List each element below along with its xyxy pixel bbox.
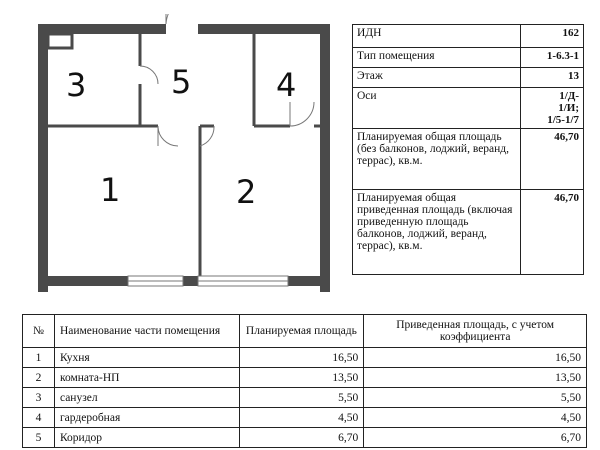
header-reduced-area: Приведенная площадь, с учетом коэффициента: [364, 315, 587, 348]
info-label: Планируемая общая площадь (без балконов, лоджий, веранд, террас), кв.м.: [353, 129, 521, 190]
floor-plan-drawing: [28, 14, 338, 296]
room-3-label: 3: [66, 66, 87, 104]
cell-name: комната-НП: [54, 368, 239, 388]
info-row-type: [353, 48, 584, 68]
info-label: ИДН: [353, 25, 521, 48]
floor-plan: [28, 14, 338, 296]
cell-reduced-area: 4,50: [364, 408, 587, 428]
cell-area: 6,70: [239, 428, 364, 448]
rooms-table: [22, 314, 587, 448]
table-row: [23, 428, 587, 448]
info-label: Планируемая общая приведенная площадь (включая приведенную площадь балконов, лоджий, веранд, террас), кв.м.: [353, 190, 521, 275]
info-value: 162: [521, 25, 584, 48]
header-name: Наименование части помещения: [54, 315, 239, 348]
info-row-reduced-area: [353, 190, 584, 275]
cell-no: 1: [23, 348, 55, 368]
info-row-total-area: [353, 129, 584, 190]
cell-name: Коридор: [54, 428, 239, 448]
info-value: 46,70: [521, 190, 584, 275]
wall-right: [320, 24, 330, 292]
room-5-label: 5: [171, 63, 192, 101]
cell-area: 16,50: [239, 348, 364, 368]
table-row: [23, 388, 587, 408]
cell-no: 4: [23, 408, 55, 428]
cell-reduced-area: 13,50: [364, 368, 587, 388]
cell-area: 13,50: [239, 368, 364, 388]
cell-name: Кухня: [54, 348, 239, 368]
apartment-info-table: [352, 24, 584, 275]
room-2-label: 2: [236, 173, 257, 211]
info-row-axes: [353, 88, 584, 129]
info-value: 1-6.3-1: [521, 48, 584, 68]
cell-reduced-area: 16,50: [364, 348, 587, 368]
table-row: [23, 408, 587, 428]
wall-bottom-left: [38, 276, 128, 286]
wall-bottom-right: [288, 276, 330, 286]
info-value: 13: [521, 68, 584, 88]
cell-name: гардеробная: [54, 408, 239, 428]
room-4-label: 4: [276, 66, 297, 104]
info-label: Тип помещения: [353, 48, 521, 68]
table-row: [23, 368, 587, 388]
cell-reduced-area: 6,70: [364, 428, 587, 448]
wall-bottom-mid: [183, 276, 198, 286]
wall-top-right: [198, 24, 330, 34]
cell-no: 3: [23, 388, 55, 408]
rooms-table-header: [23, 315, 587, 348]
info-value: 46,70: [521, 129, 584, 190]
info-row-idn: [353, 25, 584, 48]
cell-area: 5,50: [239, 388, 364, 408]
info-label: Этаж: [353, 68, 521, 88]
cell-reduced-area: 5,50: [364, 388, 587, 408]
info-label: Оси: [353, 88, 521, 129]
cell-area: 4,50: [239, 408, 364, 428]
cell-name: санузел: [54, 388, 239, 408]
header-area: Планируемая площадь: [239, 315, 364, 348]
header-no: №: [23, 315, 55, 348]
table-row: [23, 348, 587, 368]
cell-no: 5: [23, 428, 55, 448]
info-value: 1/Д- 1/И; 1/5-1/7: [521, 88, 584, 129]
room-1-label: 1: [100, 171, 121, 209]
wall-left: [38, 24, 48, 292]
info-row-floor: [353, 68, 584, 88]
cell-no: 2: [23, 368, 55, 388]
